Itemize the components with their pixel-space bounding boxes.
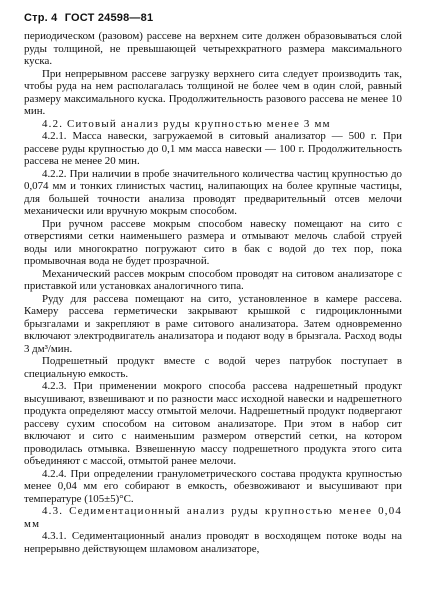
section-heading-4-3: 4.3. Седиментационный анализ руды крупностью менее 0,04 мм: [24, 505, 402, 530]
paragraph: Руду для рассева помещают на сито, установленное в камере рассева. Камеру рассева герметически закрывают крышкой с гидроциклонными брызгалами и закрепляют в раме ситового анализатора. Затем одновременно включают электродвигатель анализатора и подают воду в брызгала. Расход воды 3 дм³/мин.: [24, 292, 402, 355]
paragraph: При ручном рассеве мокрым способом навеску помещают на сито с отверстиями сетки наименьшего размера и отмывают мелочь слабой струей воды или многократно погружают сито в бак с водой до тех пор, пока промывочная вода не будет прозрачной.: [24, 217, 402, 267]
paragraph: Подрешетный продукт вместе с водой через патрубок поступает в специальную емкость.: [24, 355, 402, 380]
clause-4-2-1: 4.2.1. Масса навески, загружаемой в ситовый анализатор — 500 г. При рассеве руды крупностью до 0,1 мм масса навески — 100 г. Продолжительность рассева не менее 20 мин.: [24, 130, 402, 167]
paragraph-continuation: периодическом (разовом) рассеве на верхнем сите должен образовываться слой руды толщиной, не превышающей четырехкратного размера максимального куска.: [24, 30, 402, 67]
clause-4-2-3: 4.2.3. При применении мокрого способа рассева надрешетный продукт высушивают, взвешивают и по разности масс исходной навески и надрешетного продукта определяют массу отмытой мелочи. Надрешетный продукт подвергают рассеву сухим способом на ситовом анализаторе. При этом в набор сит включают и сито с наименьшим размером отверстий сетки, на котором проводилась отмывка. Взвешенную массу подрешетного продукта этого сита объединяют с массой, отмытой ранее мелочи.: [24, 380, 402, 467]
page-header: [24, 12, 402, 24]
clause-4-2-4: 4.2.4. При определении гранулометрического состава продукта крупностью менее 0,04 мм его собирают в емкость, обезвоживают и высушивают при температуре (105±5)°С.: [24, 467, 402, 505]
section-heading-4-2: 4.2. Ситовый анализ руды крупностью менее 3 мм: [42, 117, 331, 130]
standard-number: ГОСТ 24598—81: [64, 12, 154, 24]
paragraph: Механический рассев мокрым способом проводят на ситовом анализаторе с приставкой или установках аналогичного типа.: [24, 267, 402, 292]
paragraph: При непрерывном рассеве загрузку верхнего сита следует производить так, чтобы руда на нем располагалась толщиной не более чем в один слой, равный размеру максимального куска. Продолжительность разового рассева не менее 10 мин.: [24, 67, 402, 117]
clause-4-2-2: 4.2.2. При наличии в пробе значительного количества частиц крупностью до 0,074 мм и тонких глинистых частиц, налипающих на более крупные частицы, для большей точности анализа проводят предварительный отсев мелочи механически или вручную мокрым способом.: [24, 167, 402, 217]
page-number: Стр. 4: [24, 12, 58, 24]
clause-4-3-1: 4.3.1. Седиментационный анализ проводят в восходящем потоке воды на непрерывно действующем шламовом анализаторе,: [24, 530, 402, 555]
document-body: [24, 30, 402, 555]
